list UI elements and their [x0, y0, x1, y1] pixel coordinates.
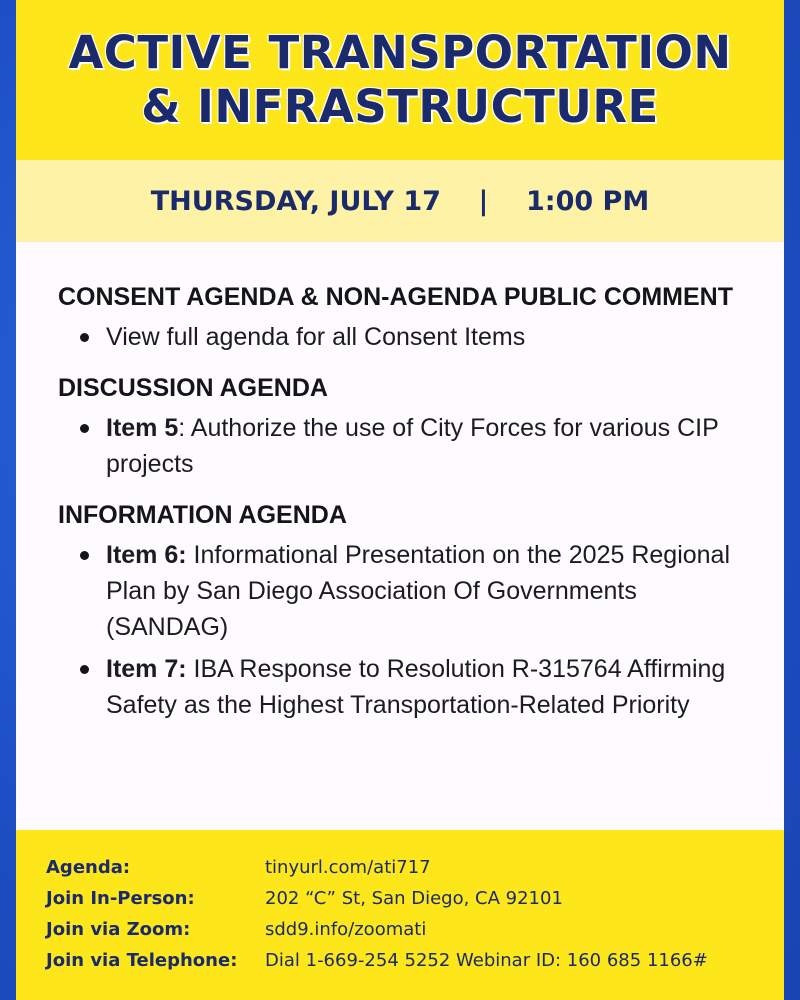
agenda-link[interactable]: tinyurl.com/ati717: [265, 857, 431, 878]
meeting-time: 1:00 PM: [526, 185, 650, 217]
list-item: [58, 651, 754, 723]
footer-row-zoom: [46, 914, 784, 945]
meeting-info-footer: [16, 830, 784, 1000]
section-heading: CONSENT AGENDA & NON-AGENDA PUBLIC COMMENT: [58, 283, 733, 311]
list-item: [58, 319, 754, 355]
footer-row-telephone: [46, 945, 784, 976]
item-list: [58, 319, 754, 355]
item-label: Item 6:: [106, 541, 187, 569]
item-list: [58, 537, 754, 723]
zoom-link[interactable]: sdd9.info/zoomati: [265, 919, 427, 940]
section-consent: [58, 280, 754, 355]
item-text: : Authorize the use of City Forces for various CIP projects: [106, 414, 719, 478]
footer-label: Join via Telephone:: [46, 950, 238, 971]
item-text: Informational Presentation on the 2025 Regional Plan by San Diego Association Of Governments (SANDAG): [106, 541, 731, 641]
item-text: View full agenda for all Consent Items: [106, 323, 526, 351]
footer-label: Agenda:: [46, 857, 131, 878]
flyer-card: [16, 0, 784, 1000]
list-item: [58, 537, 754, 645]
date-time-band: [16, 160, 784, 242]
bullet-icon: [80, 333, 89, 342]
section-discussion: [58, 371, 754, 482]
flyer-header: [16, 0, 784, 160]
agenda-content: [16, 242, 784, 723]
footer-label: Join In-Person:: [46, 888, 195, 909]
footer-row-agenda: [46, 852, 784, 883]
bullet-icon: [80, 424, 89, 433]
telephone-value: Dial 1-669-254 5252 Webinar ID: 160 685 1166#: [265, 950, 708, 971]
item-list: [58, 410, 754, 482]
title-line-2: & INFRASTRUCTURE: [141, 80, 659, 133]
bullet-icon: [80, 551, 89, 560]
date-time-separator: |: [478, 185, 489, 217]
item-text: IBA Response to Resolution R-315764 Affirming Safety as the Highest Transportation-Related Priority: [106, 655, 726, 719]
section-heading: DISCUSSION AGENDA: [58, 374, 328, 402]
item-label: Item 5: [106, 414, 179, 442]
meeting-date: THURSDAY, JULY 17: [150, 185, 441, 217]
footer-row-in-person: [46, 883, 784, 914]
list-item: [58, 410, 754, 482]
section-heading: INFORMATION AGENDA: [58, 501, 347, 529]
section-information: [58, 498, 754, 723]
address-value: 202 “C” St, San Diego, CA 92101: [265, 888, 563, 909]
bullet-icon: [80, 665, 89, 674]
item-label: Item 7:: [106, 655, 187, 683]
footer-label: Join via Zoom:: [46, 919, 191, 940]
title-line-1: ACTIVE TRANSPORTATION: [68, 26, 732, 79]
